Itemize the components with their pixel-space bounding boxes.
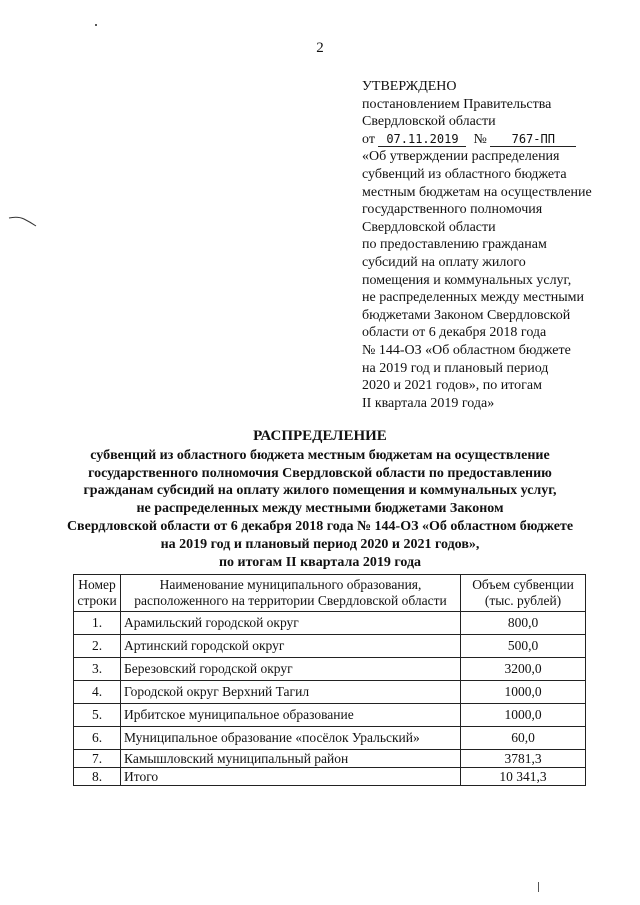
title-line: субвенций из областного бюджета местным бюджетам на осуществление xyxy=(90,447,550,463)
approval-body-line: 2020 и 2021 годов», по итогам xyxy=(362,378,542,394)
municipality-name: Березовский городской округ xyxy=(121,658,461,681)
scan-mark xyxy=(538,882,539,892)
subvention-value: 800,0 xyxy=(461,612,586,635)
approval-body-line: области от 6 декабря 2018 года xyxy=(362,325,547,341)
date-prefix: от xyxy=(362,131,375,147)
document-title xyxy=(60,428,580,571)
approval-line: Свердловской области xyxy=(362,114,496,130)
approval-body-line: не распределенных между местными xyxy=(362,290,584,306)
municipality-name: Камышловский муниципальный район xyxy=(121,750,461,768)
subvention-value: 500,0 xyxy=(461,635,586,658)
municipality-name: Городской округ Верхний Тагил xyxy=(121,681,461,704)
table-row xyxy=(74,727,586,750)
header-subvention-volume xyxy=(461,575,586,612)
table-row xyxy=(74,612,586,635)
subvention-value: 1000,0 xyxy=(461,704,586,727)
row-number: 2. xyxy=(74,635,121,658)
municipality-name: Арамильский городской округ xyxy=(121,612,461,635)
title-line: Свердловской области от 6 декабря 2018 года № 144-ОЗ «Об областном бюджете xyxy=(66,518,574,534)
approval-body-line: по предоставлению гражданам xyxy=(362,237,547,253)
header-text: Номер xyxy=(78,577,116,592)
scan-speck xyxy=(95,24,97,26)
approval-body-line: субсидий на оплату жилого xyxy=(362,254,526,270)
approval-body-line: № 144-ОЗ «Об областном бюджете xyxy=(362,342,571,358)
total-label: Итого xyxy=(121,768,461,786)
subvention-value: 3200,0 xyxy=(461,658,586,681)
table-row xyxy=(74,635,586,658)
approval-line: постановлением Правительства xyxy=(362,96,552,112)
approval-body-line: государственного полномочия xyxy=(362,202,543,218)
row-number: 8. xyxy=(74,768,121,786)
table-total-row xyxy=(74,768,586,786)
approval-date-line xyxy=(362,131,622,149)
municipality-name: Ирбитское муниципальное образование xyxy=(121,704,461,727)
table-row xyxy=(74,750,586,768)
row-number: 5. xyxy=(74,704,121,727)
header-text: Наименование муниципального образования, xyxy=(159,577,422,592)
title-line: на 2019 год и плановый период 2020 и 2021 годов», xyxy=(160,536,480,552)
municipality-name: Артинский городской округ xyxy=(121,635,461,658)
table-row xyxy=(74,658,586,681)
number-prefix: № xyxy=(473,131,487,147)
approval-body-line: бюджетами Законом Свердловской xyxy=(362,307,571,323)
row-number: 3. xyxy=(74,658,121,681)
approval-body-line: местным бюджетам на осуществление xyxy=(362,184,592,200)
table-row xyxy=(74,681,586,704)
subvention-value: 3781,3 xyxy=(461,750,586,768)
approval-body-line: субвенций из областного бюджета xyxy=(362,166,567,182)
approval-body-line: Свердловской области xyxy=(362,219,496,235)
table-header-row xyxy=(74,575,586,612)
title-line: гражданам субсидий на оплату жилого помещения и коммунальных услуг, xyxy=(83,483,557,499)
municipality-name: Муниципальное образование «посёлок Уральский» xyxy=(121,727,461,750)
header-text: строки xyxy=(77,593,117,608)
approval-body-line: помещения и коммунальных услуг, xyxy=(362,272,572,288)
approval-date: 07.11.2019 xyxy=(378,132,466,147)
approval-body-line: «Об утверждении распределения xyxy=(362,149,560,165)
row-number: 7. xyxy=(74,750,121,768)
distribution-table xyxy=(73,574,586,786)
table-row xyxy=(74,704,586,727)
approval-heading: УТВЕРЖДЕНО xyxy=(362,79,457,94)
header-text: (тыс. рублей) xyxy=(484,593,562,608)
page-number: 2 xyxy=(316,40,324,56)
approval-stamp xyxy=(362,78,622,412)
header-text: расположенного на территории Свердловской области xyxy=(134,593,447,608)
title-line: по итогам II квартала 2019 года xyxy=(218,554,422,570)
subvention-value: 1000,0 xyxy=(461,681,586,704)
approval-body-line: на 2019 год и плановый период xyxy=(362,360,549,376)
header-text: Объем субвенции xyxy=(472,577,574,592)
header-row-number xyxy=(74,575,121,612)
pen-mark xyxy=(8,214,38,228)
header-municipality xyxy=(121,575,461,612)
approval-number: 767-ПП xyxy=(490,132,576,147)
row-number: 4. xyxy=(74,681,121,704)
approval-body-line: II квартала 2019 года» xyxy=(362,395,495,411)
title-main: РАСПРЕДЕЛЕНИЕ xyxy=(253,428,387,444)
title-line: не распределенных между местными бюджетами Законом xyxy=(136,501,504,517)
total-value: 10 341,3 xyxy=(461,768,586,786)
row-number: 1. xyxy=(74,612,121,635)
row-number: 6. xyxy=(74,727,121,750)
subvention-value: 60,0 xyxy=(461,727,586,750)
title-line: государственного полномочия Свердловской области по предоставлению xyxy=(88,465,552,481)
